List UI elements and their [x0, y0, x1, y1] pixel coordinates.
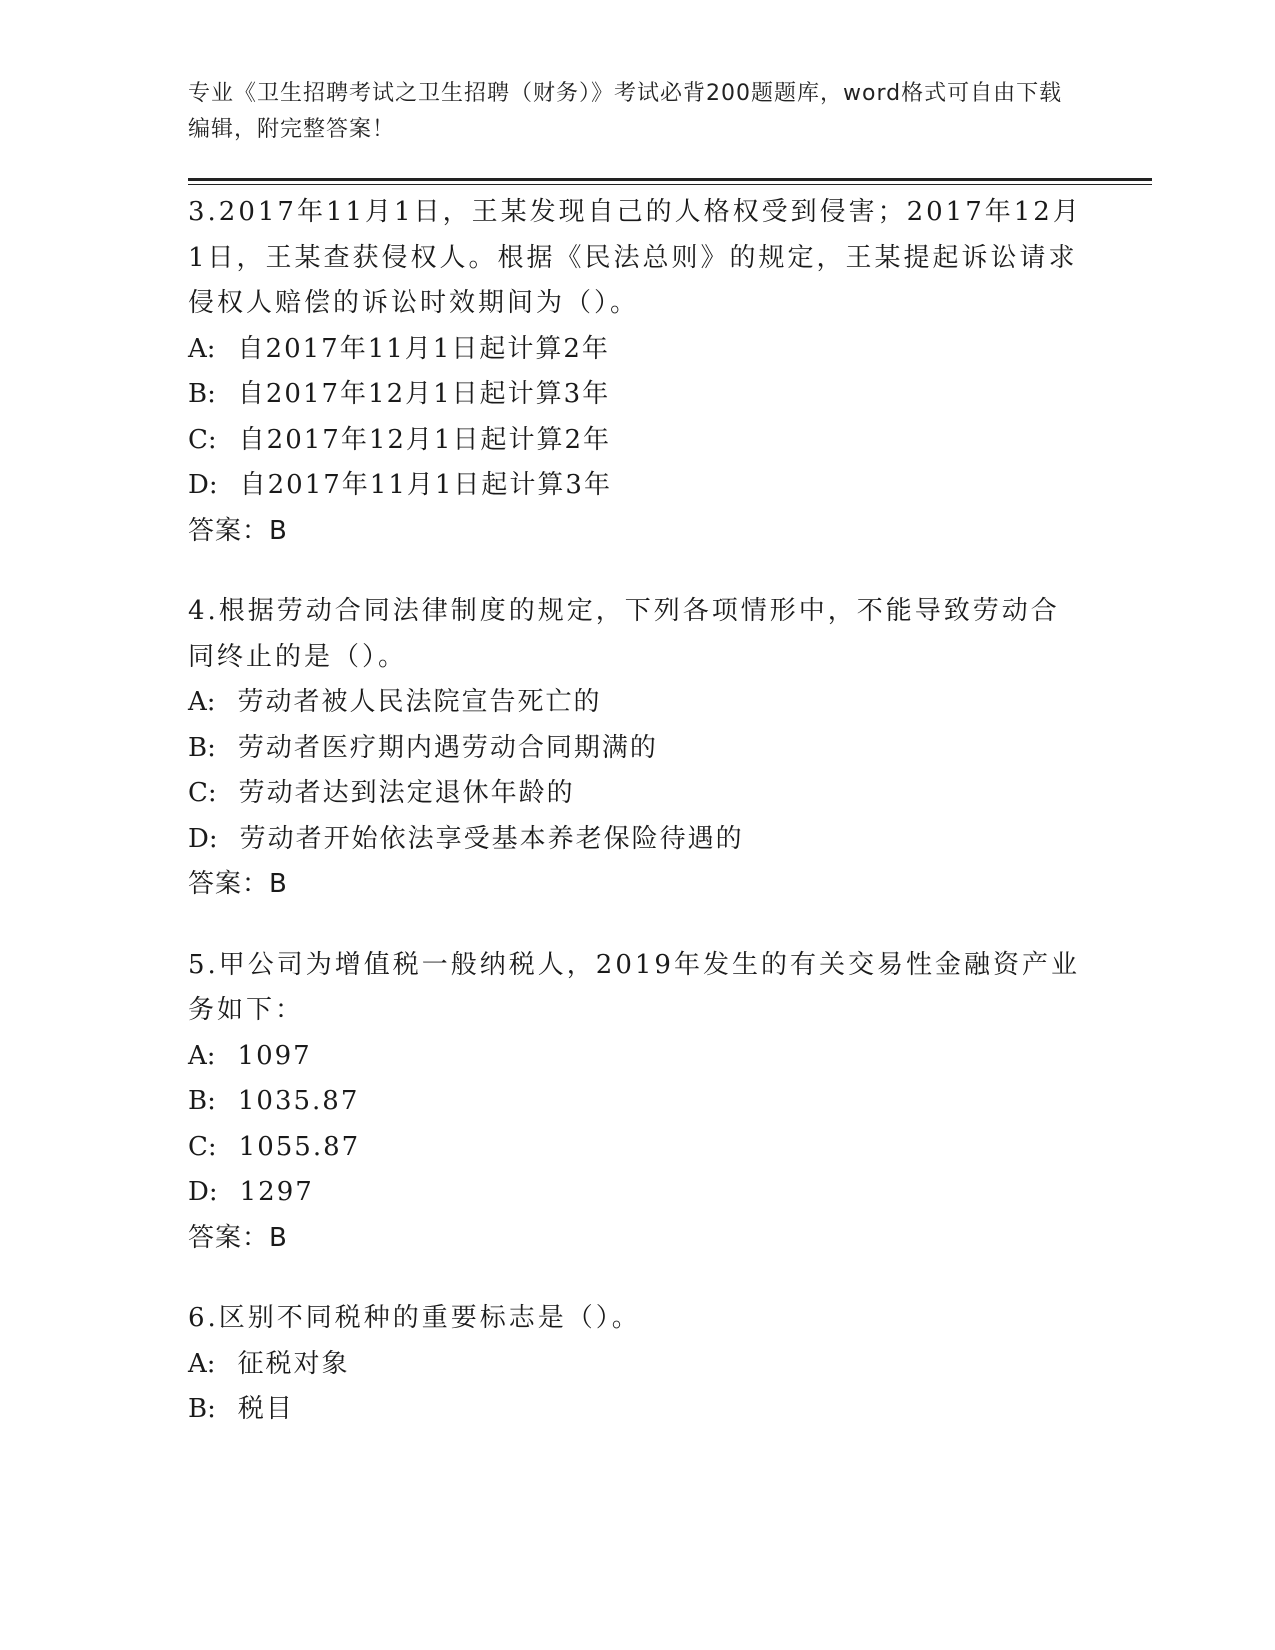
- question-6: [188, 1296, 1088, 1433]
- option-letter: B:: [188, 1394, 216, 1424]
- option-letter: D:: [188, 823, 218, 854]
- option-letter: C:: [188, 778, 217, 808]
- option-letter: B:: [188, 379, 216, 409]
- option-letter: B:: [188, 732, 216, 763]
- option-c: [188, 418, 1088, 464]
- option-text: 劳动者被人民法院宣告死亡的: [237, 687, 602, 717]
- option-b: [188, 1387, 1088, 1433]
- option-text: 1055.87: [238, 1131, 361, 1162]
- question-4: [188, 589, 1088, 908]
- question-stem: 3.2017年11月1日，王某发现自己的人格权受到侵害；2017年12月1日，王某查获侵权人。根据《民法总则》的规定，王某提起诉讼请求侵权人赔偿的诉讼时效期间为（）。: [188, 197, 1082, 318]
- option-a: [188, 1342, 1088, 1388]
- document-header: 专业《卫生招聘考试之卫生招聘（财务）》考试必背200题题库，word格式可自由下载编辑，附完整答案！: [188, 81, 1063, 142]
- answer-line: 答案：B: [188, 1222, 288, 1253]
- option-letter: C:: [188, 424, 217, 455]
- option-letter: D:: [188, 1177, 218, 1207]
- question-stem: 5.甲公司为增值税一般纳税人，2019年发生的有关交易性金融资产业务如下：: [188, 949, 1080, 1025]
- option-a: [188, 327, 1088, 373]
- option-text: 自2017年12月1日起计算3年: [237, 379, 611, 409]
- option-text: 1035.87: [237, 1086, 360, 1116]
- option-text: 自2017年12月1日起计算2年: [238, 424, 611, 455]
- answer-line: 答案：B: [188, 515, 288, 546]
- option-b: [188, 726, 1088, 772]
- option-letter: A:: [188, 333, 216, 364]
- option-letter: A:: [188, 687, 216, 717]
- option-letter: A:: [188, 1348, 216, 1379]
- option-text: 劳动者达到法定退休年龄的: [238, 778, 575, 808]
- option-letter: D:: [188, 470, 218, 500]
- option-a: [188, 1034, 1088, 1080]
- option-text: 征税对象: [237, 1348, 350, 1379]
- option-text: 1097: [237, 1040, 312, 1071]
- option-letter: C:: [188, 1131, 217, 1162]
- question-3: [188, 190, 1088, 554]
- header-divider-thick: [188, 178, 1152, 181]
- option-c: [188, 1125, 1088, 1171]
- option-letter: A:: [188, 1040, 216, 1071]
- option-text: 自2017年11月1日起计算2年: [237, 333, 610, 364]
- option-c: [188, 771, 1088, 817]
- option-b: [188, 1079, 1088, 1125]
- question-stem: 6.区别不同税种的重要标志是（）。: [188, 1303, 641, 1333]
- option-d: [188, 463, 1088, 509]
- option-a: [188, 680, 1088, 726]
- answer-line: 答案：B: [188, 869, 288, 899]
- option-text: 1297: [239, 1177, 314, 1207]
- option-d: [188, 1170, 1088, 1216]
- option-text: 自2017年11月1日起计算3年: [239, 470, 612, 500]
- question-stem: 4.根据劳动合同法律制度的规定，下列各项情形中，不能导致劳动合同终止的是（）。: [188, 596, 1060, 672]
- option-b: [188, 372, 1088, 418]
- option-letter: B:: [188, 1086, 216, 1116]
- question-5: [188, 943, 1088, 1262]
- option-text: 劳动者医疗期内遇劳动合同期满的: [237, 732, 658, 763]
- option-text: 劳动者开始依法享受基本养老保险待遇的: [239, 823, 744, 854]
- option-text: 税目: [237, 1394, 294, 1424]
- question-list: [188, 190, 1088, 1468]
- option-d: [188, 817, 1088, 863]
- header-divider-thin: [188, 184, 1152, 185]
